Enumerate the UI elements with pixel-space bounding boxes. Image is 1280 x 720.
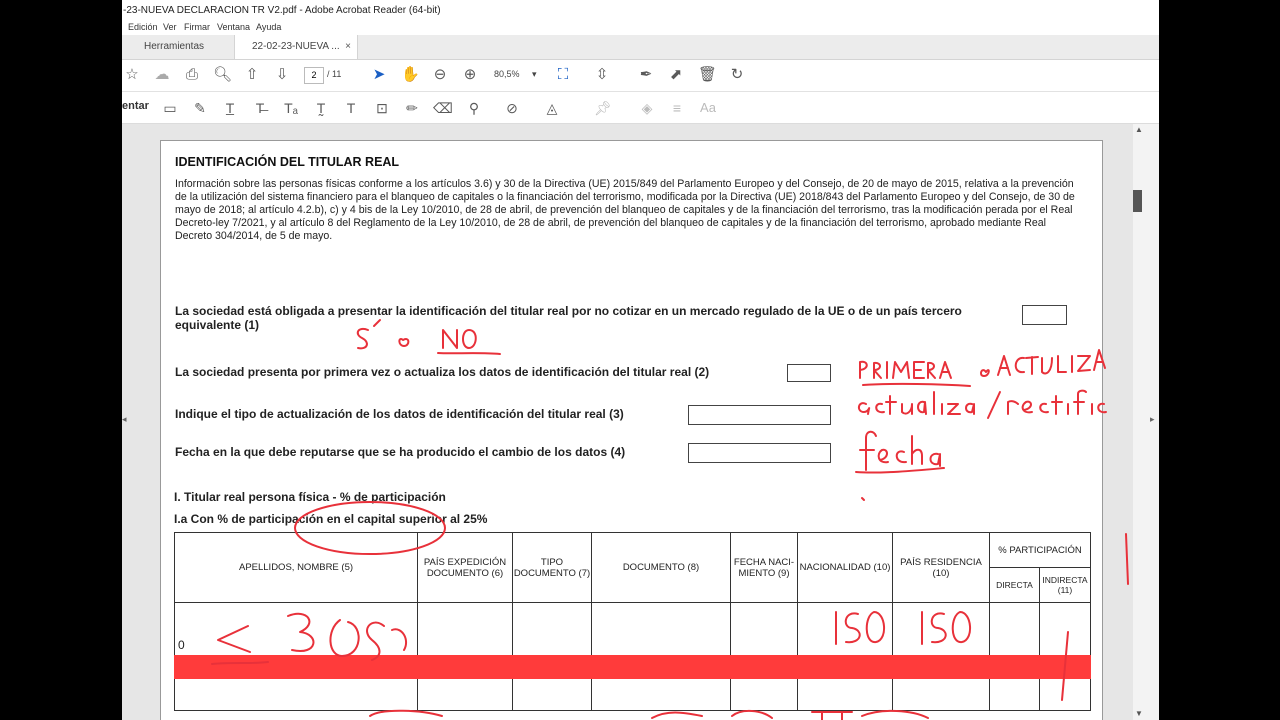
text-box-icon[interactable]: ⊡ (376, 100, 388, 116)
underline-text-icon[interactable]: T̲ (225, 100, 235, 116)
header-nombre: APELLIDOS, NOMBRE (5) (175, 533, 418, 603)
close-tab-icon[interactable]: × (345, 41, 351, 52)
header-indirecta: INDIRECTA (11) (1040, 568, 1091, 603)
fit-page-icon[interactable]: ⛶ (557, 66, 569, 83)
zoom-out-icon[interactable]: ⊖ (433, 66, 447, 83)
menu-ayuda[interactable]: Ayuda (256, 22, 282, 32)
cloud-upload-icon[interactable]: ☁ (154, 66, 170, 83)
zoom-search-icon[interactable]: 🔍︎ (213, 66, 233, 83)
line-width-icon[interactable]: ≡ (672, 100, 682, 116)
header-tipo-documento: TIPO DOCUMENTO (7) (513, 533, 592, 603)
left-panel-arrow-icon[interactable]: ◂ (122, 414, 127, 424)
page-total: / 11 (327, 69, 342, 79)
scroll-mode-icon[interactable]: ⇳ (595, 66, 609, 83)
pencil-icon[interactable]: ✏ (406, 100, 418, 116)
header-participacion: % PARTICIPACIÓN (990, 533, 1091, 568)
question-2: La sociedad presenta por primera vez o actualiza los datos de identificación del titular real (2) (175, 365, 710, 379)
trash-icon[interactable]: 🗑︎ (698, 66, 718, 83)
page-up-icon[interactable]: ⇧ (245, 66, 259, 83)
form-intro: Información sobre las personas físicas conforme a los artículos 3.6) y 30 de la Directiva (UE) 2015/849 del Parlamento Europeo y del Consejo, de 20 de mayo de 2015, relativa a la prevención de la utilización del sistema financiero para el blanqueo de capitales o la financiación del terrorismo, modificada por la Directiva (UE) 2018/843 del Parlamento Europeo y del Consejo, de 30 de mayo de 2018; al artículo 4.2.b), c) y 4 bis de la Ley 10/2010, de 28 de abril, de prevención del blanqueo de capitales y de la financiación del terrorismo, tras la modificación perada por el Real Decreto-ley 7/2021, y al artículo 8 del Reglamento de la Ley 10/2010, de 28 de abril, de prevención del blanqueo de capitales y de la financiación del terrorismo, aprobado mediante Real Decreto 304/2014, de 5 de mayo. (175, 178, 1075, 242)
scroll-down-icon[interactable]: ▼ (1135, 709, 1143, 718)
page-number-input[interactable]: 2 (304, 67, 324, 84)
header-documento: DOCUMENTO (8) (592, 533, 731, 603)
eraser-icon[interactable]: ⌫ (433, 100, 453, 116)
header-pais-residencia: PAÍS RESIDENCIA (10) (893, 533, 990, 603)
acrobat-window (122, 0, 1159, 720)
share-icon[interactable]: ⬈ (669, 66, 683, 83)
question-4: Fecha en la que debe reputarse que se ha producido el cambio de los datos (4) (175, 445, 626, 459)
strikethrough-icon[interactable]: T̶ (255, 100, 265, 116)
menu-ventana[interactable]: Ventana (217, 22, 251, 32)
sticky-note-icon[interactable]: ▭ (163, 100, 177, 116)
pointer-icon[interactable]: ➤ (372, 66, 386, 83)
menu-edicion[interactable]: Edición (128, 22, 158, 32)
form-title: IDENTIFICACIÓN DEL TITULAR REAL (175, 155, 400, 169)
zoom-value: 80,5% (494, 69, 520, 79)
scroll-up-icon[interactable]: ▲ (1135, 125, 1143, 134)
star-icon[interactable]: ☆ (125, 66, 139, 83)
print-icon[interactable]: ⎙ (185, 66, 198, 83)
right-panel-arrow-icon[interactable]: ▸ (1150, 414, 1155, 424)
section-1-title: I. Titular real persona física - % de participación (174, 490, 446, 504)
attach-icon[interactable]: ⊘ (506, 100, 518, 116)
menu-firmar[interactable]: Firmar (184, 22, 210, 32)
question-3: Indique el tipo de actualización de los datos de identificación del titular real (3) (175, 407, 624, 421)
page-down-icon[interactable]: ⇩ (275, 66, 289, 83)
sign-icon[interactable]: ✒ (639, 66, 653, 83)
header-nacionalidad: NACIONALIDAD (10) (798, 533, 893, 603)
window-title: -23-NUEVA DECLARACION TR V2.pdf - Adobe Acrobat Reader (64-bit) (123, 5, 441, 16)
hand-icon[interactable]: ✋ (401, 66, 420, 83)
pin-icon[interactable]: 📌︎ (594, 100, 612, 116)
menu-ver[interactable]: Ver (163, 22, 177, 32)
add-text-icon[interactable]: T (346, 100, 356, 116)
shapes-icon[interactable]: ◬ (546, 100, 558, 116)
highlight-icon[interactable]: ✎ (194, 100, 206, 116)
tab-document-label: 22-02-23-NUEVA ... (252, 41, 340, 52)
stamp-icon[interactable]: ⚲ (468, 100, 480, 116)
fill-color-icon[interactable]: ◈ (641, 100, 653, 116)
handwritten-annotations (122, 0, 1159, 720)
question-1: La sociedad está obligada a presentar la identificación del titular real por no cotizar en un mercado regulado de la UE o de un país tercero equivalente (1) (175, 304, 962, 332)
header-fecha-nacimiento: FECHA NACI-MIENTO (9) (731, 533, 798, 603)
chevron-down-icon: ▾ (532, 69, 537, 79)
replace-text-icon[interactable]: Tₐ (284, 100, 298, 116)
header-pais-expedicion: PAÍS EXPEDICIÓN DOCUMENTO (6) (418, 533, 513, 603)
header-directa: DIRECTA (990, 568, 1040, 603)
section-1a-title: I.a Con % de participación en el capital superior al 25% (174, 512, 488, 526)
row-1-nombre[interactable]: 0 (175, 603, 418, 659)
comment-label: entar (122, 100, 149, 112)
insert-text-icon[interactable]: T̰ (316, 100, 326, 116)
rotate-icon[interactable]: ↻ (730, 66, 744, 83)
tab-herramientas-label: Herramientas (144, 41, 205, 52)
font-size-icon[interactable]: Aa (700, 100, 716, 115)
zoom-in-icon[interactable]: ⊕ (463, 66, 477, 83)
